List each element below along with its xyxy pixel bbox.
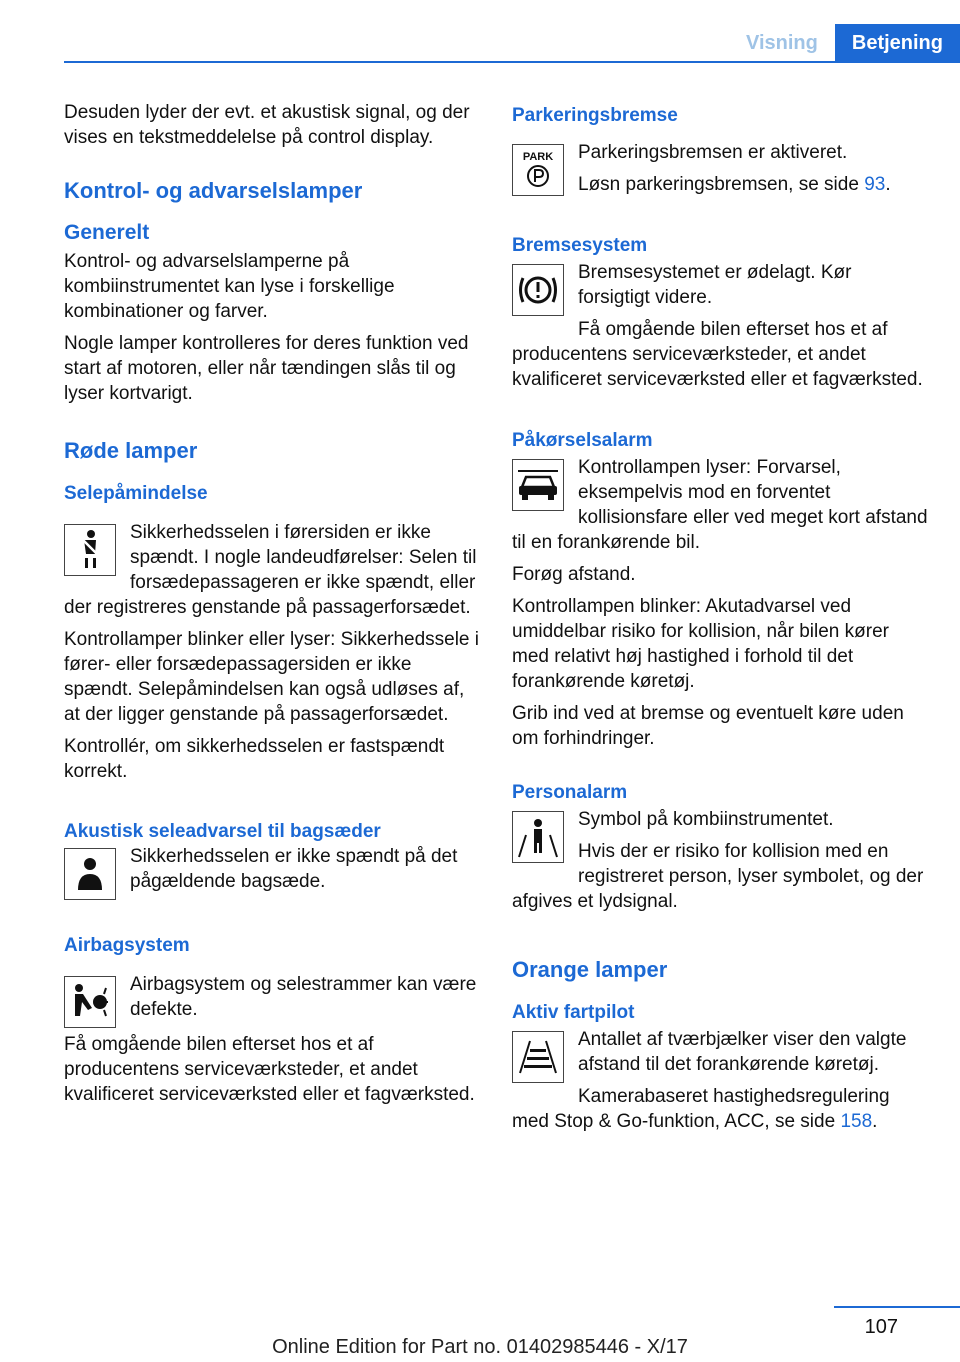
park-icon-label: PARK xyxy=(522,151,554,163)
aktiv-text: Kamerabaseret hastighedsregulering med Stop & Go-funktion, ACC, se side xyxy=(512,1086,890,1132)
header-rule xyxy=(64,61,960,63)
aktiv-paragraph-1: Antallet af tværbjælker viser den valgte afstand til det forankørende køretøj. xyxy=(578,1029,907,1075)
brake-warning-icon xyxy=(512,264,564,316)
personalarm-block xyxy=(512,807,928,921)
seatbelt-icon xyxy=(64,524,116,576)
aktiv-paragraph-2 xyxy=(512,1084,928,1134)
heading-akustisk-seleadvarsel: Akustisk seleadvarsel til bagsæder xyxy=(64,821,381,842)
airbag-icon xyxy=(64,976,116,1028)
park-paragraph-1: Parkeringsbremsen er aktiveret. xyxy=(578,142,848,163)
aktiv-page-link[interactable]: 158 xyxy=(840,1111,873,1132)
pedestrian-warning-icon xyxy=(512,811,564,863)
heading-selepaamindelse: Selepåmindelse xyxy=(64,483,208,504)
sele-paragraph-3: Kontrollér, om sikkerhedsselen er fastspændt korrekt. xyxy=(64,736,445,782)
selepaamindelse-block xyxy=(64,520,480,627)
heading-parkeringsbremse: Parkeringsbremse xyxy=(512,105,678,126)
aktiv-text-end: . xyxy=(872,1111,878,1132)
generelt-paragraph-2: Nogle lamper kontrolleres for deres funktion ved start af motoren, eller når tændingen slås til og lyser kortvarigt. xyxy=(64,333,469,404)
header-tabs xyxy=(729,24,960,62)
parkeringsbremse-block xyxy=(512,140,928,204)
akustisk-paragraph-1: Sikkerhedsselen er ikke spændt på det pågældende bagsæde. xyxy=(130,846,458,892)
intro-text: Desuden lyder der evt. et akustisk signal, og der vises en tekstmeddelelse på control display. xyxy=(64,102,470,148)
airbag-paragraph-2: Få omgående bilen efterset hos et af producentens serviceværksteder, et andet kvalificeret serviceværksted eller et fagværksted. xyxy=(64,1034,475,1105)
heading-orange-lamper: Orange lamper xyxy=(512,957,668,982)
paakorsel-paragraph-4: Grib ind ved at bremse og eventuelt køre uden om forhindringer. xyxy=(512,703,904,749)
rear-seat-occupant-icon xyxy=(64,848,116,900)
tab-visning[interactable]: Visning xyxy=(746,32,818,54)
akustisk-block xyxy=(64,844,480,904)
heading-rode-lamper: Røde lamper xyxy=(64,438,198,463)
left-column xyxy=(64,100,480,1114)
footer-rule xyxy=(834,1306,960,1308)
bremse-paragraph-2: Få omgående bilen efterset hos et af producentens serviceværksteder, et andet kvalificeret serviceværksted eller et fagværksted. xyxy=(512,319,923,390)
generelt-paragraph-1: Kontrol- og advarselslamperne på kombiinstrumentet kan lyse i forskellige kombinationer og farver. xyxy=(64,251,395,322)
distance-bars-icon xyxy=(512,1031,564,1083)
page-number: 107 xyxy=(864,1316,898,1338)
paakorsel-block xyxy=(512,455,928,562)
paakorsel-paragraph-1: Kontrollampen lyser: Forvarsel, eksempelvis mod en forventet kollisionsfare eller ved meget kort afstand til en forankørende bil. xyxy=(512,457,928,553)
park-page-link[interactable]: 93 xyxy=(864,174,886,195)
heading-aktiv-fartpilot: Aktiv fartpilot xyxy=(512,1002,635,1023)
bremse-block xyxy=(512,260,928,399)
person-paragraph-2: Hvis der er risiko for kollision med en registreret person, lyser symbolet, og der afgives et lydsignal. xyxy=(512,841,924,912)
paakorsel-paragraph-2: Forøg afstand. xyxy=(512,564,636,585)
bremse-paragraph-1: Bremsesystemet er ødelagt. Kør forsigtigt videre. xyxy=(578,262,852,308)
sele-paragraph-2: Kontrollamper blinker eller lyser: Sikkerhedssele i fører- eller forsædepassagersiden er ikke spændt. Selepåmindelsen kan også udløses af, at der ligger genstande på passagerforsædet. xyxy=(64,629,480,725)
heading-bremsesystem: Bremsesystem xyxy=(512,235,648,256)
paakorsel-paragraph-3: Kontrollampen blinker: Akutadvarsel ved umiddelbar risiko for kollision, når bilen kører med relativt høj hastighed i forhold til det forankørende køretøj. xyxy=(512,596,889,692)
heading-personalarm: Personalarm xyxy=(512,782,628,803)
park-paragraph-2 xyxy=(512,172,928,197)
aktiv-fartpilot-block xyxy=(512,1027,928,1141)
airbag-paragraph-1: Airbagsystem og selestrammer kan være defekte. xyxy=(130,974,477,1020)
collision-warning-icon xyxy=(512,459,564,511)
person-paragraph-1: Symbol på kombiinstrumentet. xyxy=(578,809,834,830)
edition-footer: Online Edition for Part no. 01402985446 - X/17 xyxy=(272,1336,688,1358)
heading-generelt: Generelt xyxy=(64,221,150,244)
airbag-block xyxy=(64,972,480,1032)
heading-airbagsystem: Airbagsystem xyxy=(64,935,190,956)
heading-kontrol-advarselslamper: Kontrol- og advarselslamper xyxy=(64,178,363,203)
park-brake-icon xyxy=(512,144,564,196)
park-text: Løsn parkeringsbremsen, se side xyxy=(578,174,865,195)
tab-betjening[interactable]: Betjening xyxy=(835,24,960,62)
park-text-end: . xyxy=(885,174,891,195)
park-p-circle-icon xyxy=(525,163,551,189)
sele-paragraph-1: Sikkerhedsselen i førersiden er ikke spændt. I nogle landeudførelser: Selen til forsædepassageren er ikke spændt, eller der registreres genstande på passagerforsædet. xyxy=(64,522,477,618)
heading-paakorselsalarm: Påkørselsalarm xyxy=(512,430,653,451)
right-column xyxy=(512,100,928,1141)
